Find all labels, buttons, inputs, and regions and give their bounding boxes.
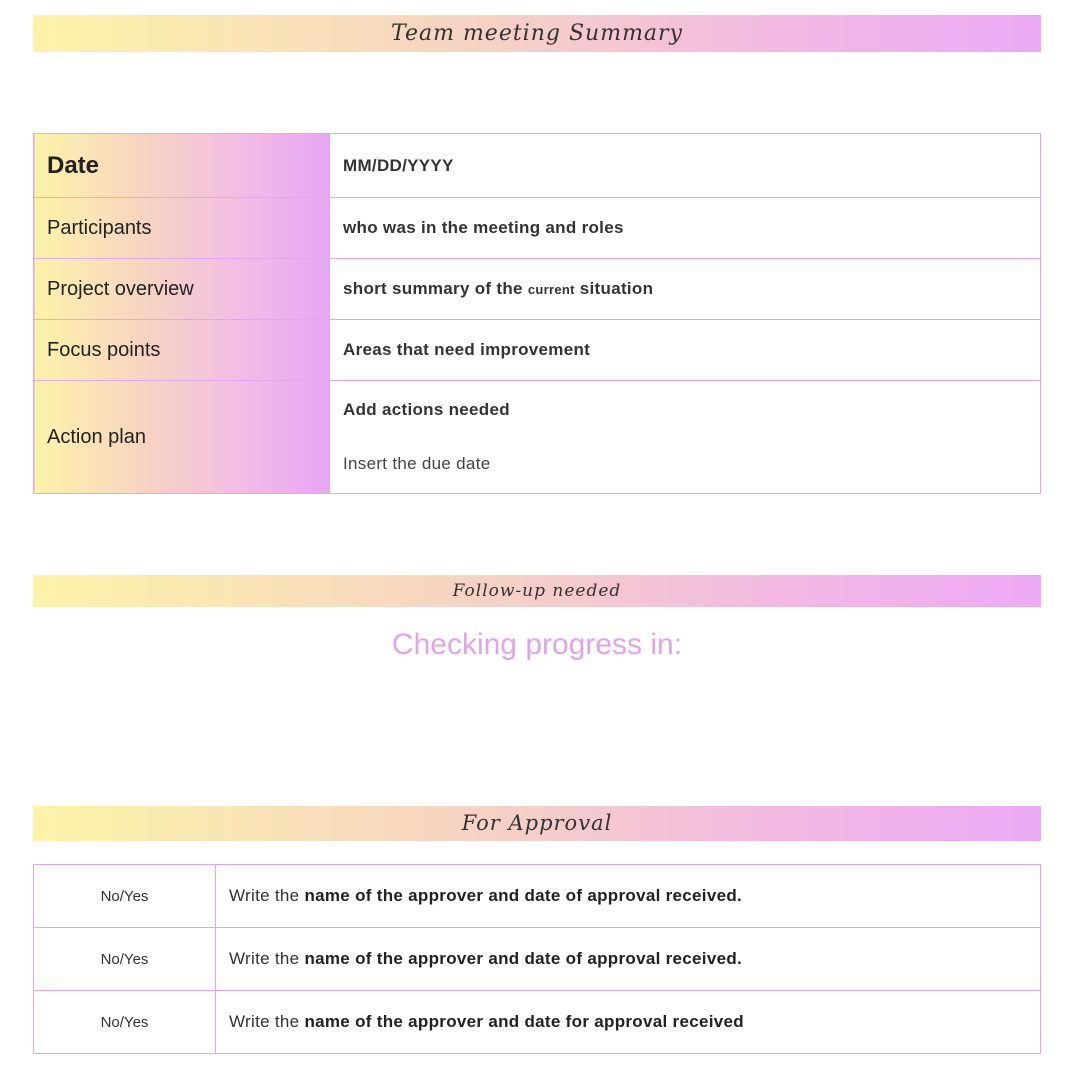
row-label-focus-points: Focus points (34, 320, 330, 381)
row-label-action-plan: Action plan (34, 381, 330, 494)
table-row (34, 381, 1041, 494)
action-plan-field[interactable] (330, 381, 1041, 494)
approval-bold-text: name of the approver and date for approval received (304, 1012, 744, 1031)
overview-suffix: situation (579, 279, 654, 298)
focus-points-field[interactable]: Areas that need improvement (330, 320, 1041, 381)
approval-description[interactable] (216, 928, 1041, 991)
table-row (34, 320, 1041, 381)
approval-choice[interactable]: No/Yes (34, 991, 216, 1054)
document-title: Team meeting Summary (390, 21, 683, 46)
overview-prefix: short summary of the (343, 279, 523, 298)
overview-small-word: current (527, 282, 575, 297)
table-row (34, 259, 1041, 320)
date-field[interactable]: MM/DD/YYYY (330, 134, 1041, 198)
summary-table (33, 133, 1041, 494)
approval-band (33, 806, 1041, 841)
approval-prefix: Write the (229, 949, 300, 968)
header-band (33, 15, 1041, 52)
table-row (34, 928, 1041, 991)
approval-table (33, 864, 1041, 1054)
row-label-participants: Participants (34, 198, 330, 259)
approval-choice[interactable]: No/Yes (34, 865, 216, 928)
approval-choice[interactable]: No/Yes (34, 928, 216, 991)
approval-prefix: Write the (229, 886, 300, 905)
table-row (34, 991, 1041, 1054)
table-row (34, 134, 1041, 198)
action-plan-due-date: Insert the due date (343, 454, 491, 473)
approval-title: For Approval (461, 811, 613, 835)
approval-description[interactable] (216, 991, 1041, 1054)
approval-prefix: Write the (229, 1012, 300, 1031)
row-label-date: Date (34, 134, 330, 198)
row-label-project-overview: Project overview (34, 259, 330, 320)
followup-title: Follow-up needed (452, 581, 622, 601)
table-row (34, 865, 1041, 928)
project-overview-field[interactable] (330, 259, 1041, 320)
action-plan-actions: Add actions needed (343, 400, 510, 419)
followup-band (33, 575, 1041, 607)
progress-heading: Checking progress in: (391, 628, 683, 661)
table-row (34, 198, 1041, 259)
approval-bold-text: name of the approver and date of approval received. (304, 886, 743, 905)
approval-bold-text: name of the approver and date of approval received. (304, 949, 743, 968)
participants-field[interactable]: who was in the meeting and roles (330, 198, 1041, 259)
approval-description[interactable] (216, 865, 1041, 928)
